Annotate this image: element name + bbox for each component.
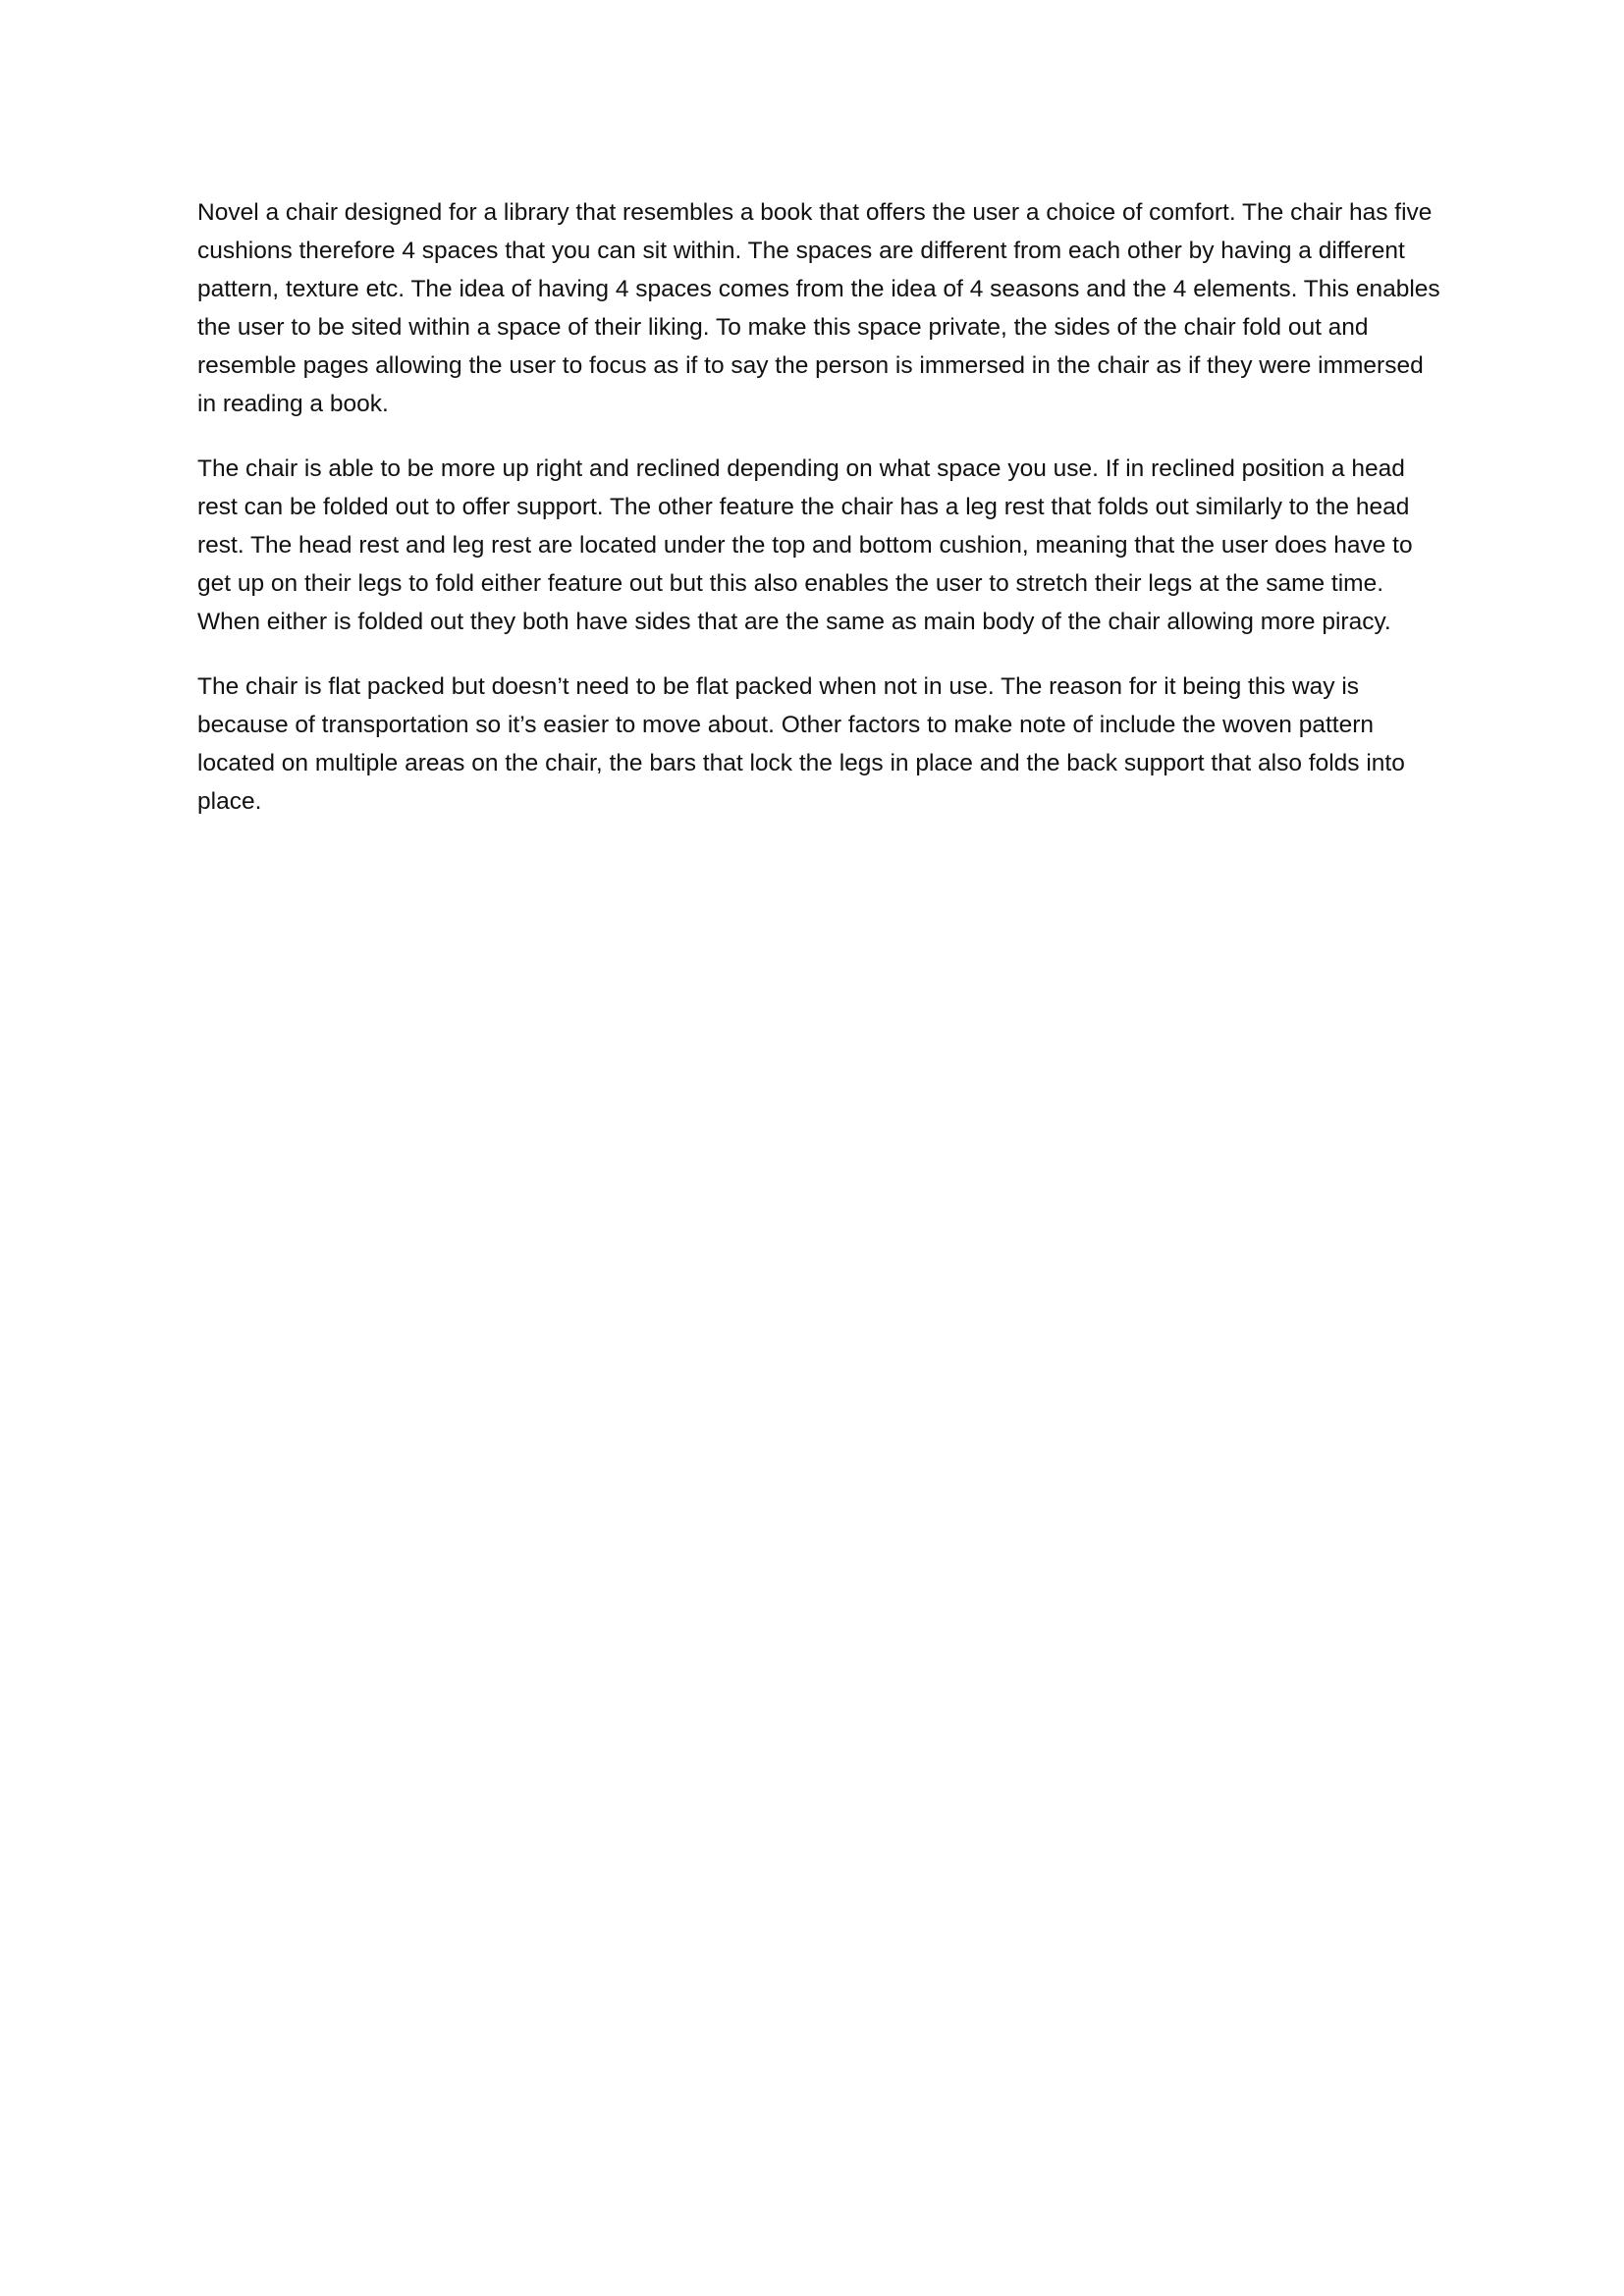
paragraph-chair-concept: Novel a chair designed for a library that resembles a book that offers the user a choice of comfort. The chair has five cushions therefore 4 spaces that you can sit within. The spaces are different from each other by having a different pattern, texture etc. The idea of having 4 spaces comes from the idea of 4 seasons and the 4 elements. This enables the user to be sited within a space of their liking. To make this space private, the sides of the chair fold out and resemble pages allowing the user to focus as if to say the person is immersed in the chair as if they were immersed in reading a book. bbox=[197, 199, 1440, 417]
paragraph-chair-positions: The chair is able to be more up right and reclined depending on what space you use. If in reclined position a head rest can be folded out to offer support. The other feature the chair has a leg rest that folds out similarly to the head rest. The head rest and leg rest are located under the top and bottom cushion, meaning that the user does have to get up on their legs to fold either feature out but this also enables the user to stretch their legs at the same time. When either is folded out they both have sides that are the same as main body of the chair allowing more piracy. bbox=[197, 455, 1413, 635]
paragraph-chair-packing: The chair is flat packed but doesn’t need to be flat packed when not in use. The reason for it being this way is because of transportation so it’s easier to move about. Other factors to make note of include the woven pattern located on multiple areas on the chair, the bars that lock the legs in place and the back support that also folds into place. bbox=[197, 673, 1405, 815]
document-body bbox=[197, 193, 1444, 847]
